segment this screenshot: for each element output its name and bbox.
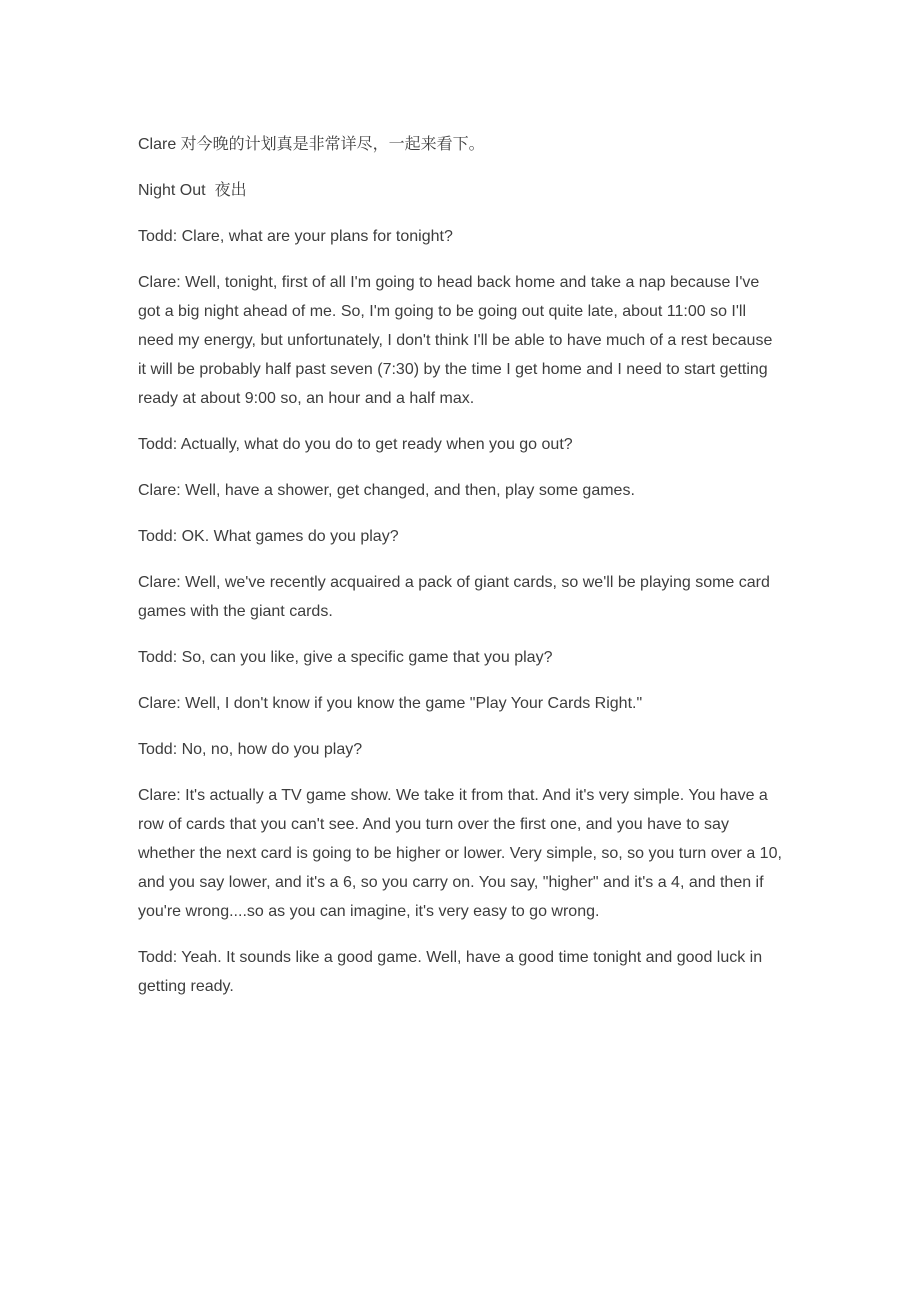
dialogue-line-clare-5: Clare: It's actually a TV game show. We take it from that. And it's very simple. You have a row of cards that you can't see. And you turn over the first one, and you have to say whether the next card is going to be higher or lower. Very simple, so, so you turn over a 10, and you say lower, and it's a 6, so you carry on. You say, "higher" and it's a 4, and then if you're wrong....so as you can imagine, it's very easy to go wrong. — [138, 787, 782, 920]
lesson-title-en: Night Out — [138, 182, 206, 199]
dialogue-line-todd-5: Todd: No, no, how do you play? — [138, 741, 363, 758]
dialogue-line-clare-2: Clare: Well, have a shower, get changed, and then, play some games. — [138, 482, 635, 499]
dialogue-line-todd-6: Todd: Yeah. It sounds like a good game. Well, have a good time tonight and good luck in getting ready. — [138, 949, 763, 995]
dialogue-line-todd-4: Todd: So, can you like, give a specific game that you play? — [138, 649, 553, 666]
dialogue-line-todd-1: Todd: Clare, what are your plans for tonight? — [138, 228, 453, 245]
intro-note: Clare 对今晚的计划真是非常详尽，一起来看下。 — [138, 136, 485, 153]
dialogue-line-clare-4: Clare: Well, I don't know if you know the game "Play Your Cards Right." — [138, 695, 643, 712]
lesson-title-zh: 夜出 — [214, 182, 247, 199]
dialogue-line-todd-2: Todd: Actually, what do you do to get ready when you go out? — [138, 436, 573, 453]
dialogue-line-clare-1: Clare: Well, tonight, first of all I'm going to head back home and take a nap because I've got a big night ahead of me. So, I'm going to be going out quite late, about 11:00 so I'll need my energy, but unfortunately, I don't think I'll be able to have much of a rest because it will be probably half past seven (7:30) by the time I get home and I need to start getting ready at about 9:00 so, an hour and a half max. — [138, 274, 773, 407]
dialogue-line-todd-3: Todd: OK. What games do you play? — [138, 528, 399, 545]
dialogue-line-clare-3: Clare: Well, we've recently acquaired a pack of giant cards, so we'll be playing some card games with the giant cards. — [138, 574, 770, 620]
lesson-title — [138, 176, 782, 205]
